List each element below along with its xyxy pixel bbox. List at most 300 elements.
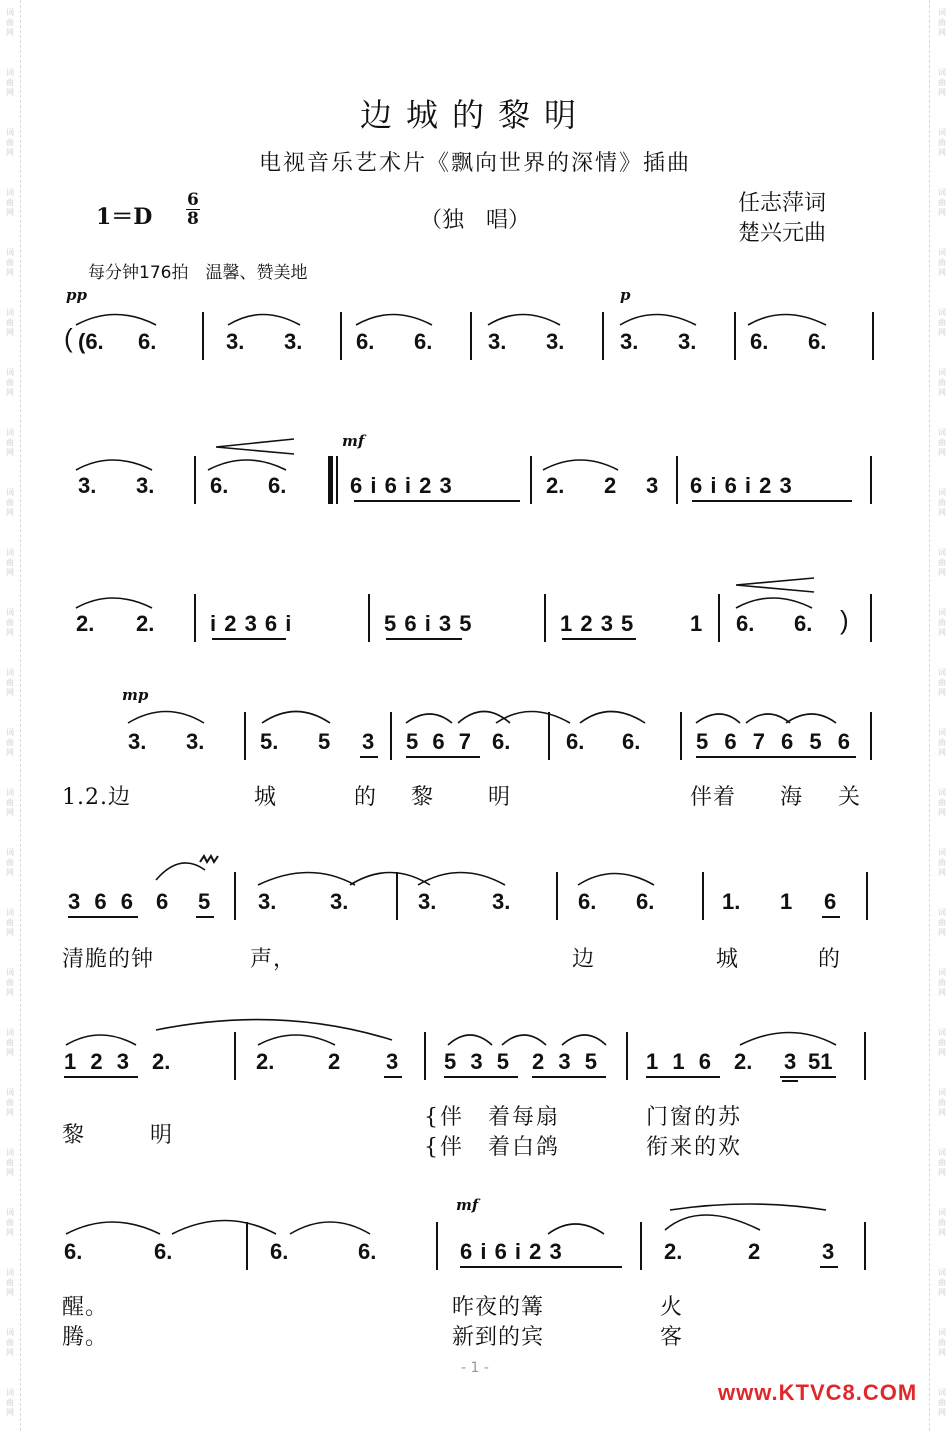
note: 3. [492, 889, 511, 914]
watermark-char: 网 [938, 388, 946, 397]
watermark-char: 网 [938, 628, 946, 637]
watermark-char: 曲 [6, 798, 14, 807]
composer-credit: 楚兴元曲 [738, 221, 827, 246]
note: 6. [64, 1239, 83, 1264]
barline [864, 1222, 866, 1270]
note: 6. [356, 329, 375, 354]
watermark-stamp [935, 1148, 949, 1178]
watermark-stamp [3, 668, 17, 698]
note: 6. [750, 329, 769, 354]
watermark-char: 网 [6, 28, 14, 37]
watermark-char: 曲 [938, 1278, 946, 1287]
watermark-char: 曲 [938, 978, 946, 987]
lyric: {伴 着每扇 [424, 1105, 560, 1130]
watermark-char: 词 [6, 188, 14, 197]
time-signature-bottom: 8 [187, 209, 199, 229]
barline [368, 594, 370, 642]
beam [782, 1080, 798, 1082]
watermark-char: 网 [6, 1048, 14, 1057]
watermark-char: 词 [938, 488, 946, 497]
watermark-char: 网 [6, 1108, 14, 1117]
lyricist-credit: 任志萍词 [738, 191, 827, 216]
watermark-char: 网 [938, 328, 946, 337]
note-group: 5 3 5 [444, 1049, 513, 1074]
watermark-stamp [3, 1328, 17, 1358]
note-group: 1 1 6 [646, 1049, 715, 1074]
note: 1 [780, 889, 793, 914]
repeat-barline [328, 456, 333, 504]
beam [444, 1076, 518, 1078]
watermark-char: 网 [6, 148, 14, 157]
beam [822, 916, 840, 918]
note: 3. [620, 329, 639, 354]
watermark-char: 曲 [6, 318, 14, 327]
lyric: 边 [572, 947, 596, 972]
watermark-char: 词 [6, 488, 14, 497]
barline [870, 712, 872, 760]
dynamic-pp: pp [66, 286, 87, 304]
note-group: 5 6 7 [406, 729, 475, 754]
watermark-stamp [935, 548, 949, 578]
watermark-char: 网 [6, 508, 14, 517]
song-subtitle: 电视音乐艺术片《飘向世界的深情》插曲 [258, 151, 691, 176]
watermark-stamp [935, 1028, 949, 1058]
watermark-char: 曲 [938, 498, 946, 507]
lyric: 腾。 [62, 1325, 109, 1350]
watermark-stamp [935, 308, 949, 338]
barline [234, 872, 236, 920]
watermark-stamp [935, 248, 949, 278]
watermark-char: 词 [938, 548, 946, 557]
barline [870, 594, 872, 642]
lyric: 伴着 [690, 785, 737, 810]
watermark-char: 词 [6, 428, 14, 437]
barline [734, 312, 736, 360]
note: 3. [186, 729, 205, 754]
barline [676, 456, 678, 504]
watermark-char: 网 [6, 1288, 14, 1297]
repeat-open-paren: ( [64, 323, 73, 353]
watermark-char: 词 [6, 1088, 14, 1097]
barline [436, 1222, 438, 1270]
watermark-char: 曲 [6, 1038, 14, 1047]
watermark-char: 曲 [6, 78, 14, 87]
beam [646, 1076, 720, 1078]
note: 6. [270, 1239, 289, 1264]
watermark-char: 曲 [938, 558, 946, 567]
watermark-stamp [3, 1148, 17, 1178]
beam [820, 1266, 838, 1268]
barline [424, 1032, 426, 1080]
note-group: 6 i 6 i 2 3 [350, 473, 453, 498]
lyric: 关 [838, 785, 862, 810]
note: 2 [604, 473, 617, 498]
watermark-char: 网 [6, 1348, 14, 1357]
beam [460, 1266, 622, 1268]
watermark-stamp [935, 788, 949, 818]
note: 2. [734, 1049, 753, 1074]
note: 6. [414, 329, 433, 354]
key-signature: 1＝D [96, 204, 153, 230]
watermark-char: 曲 [6, 378, 14, 387]
barline [194, 594, 196, 642]
beam [696, 756, 856, 758]
watermark-stamp [935, 8, 949, 38]
watermark-char: 词 [938, 1328, 946, 1337]
watermark-char: 网 [938, 988, 946, 997]
lyric: 城 [254, 785, 278, 810]
watermark-stamp [935, 188, 949, 218]
watermark-char: 词 [6, 1268, 14, 1277]
watermark-char: 网 [6, 928, 14, 937]
tempo-marking: 每分钟176拍 温馨、赞美地 [88, 263, 308, 283]
note: 6. [154, 1239, 173, 1264]
watermark-char: 网 [6, 568, 14, 577]
dynamic-p: p [620, 286, 631, 304]
barline [718, 594, 720, 642]
page-number: - 1 - [461, 1360, 489, 1376]
watermark-char: 词 [938, 428, 946, 437]
watermark-char: 词 [938, 1388, 946, 1397]
watermark-char: 词 [6, 8, 14, 17]
barline [640, 1222, 642, 1270]
watermark-char: 网 [938, 1048, 946, 1057]
note: 3 [646, 473, 659, 498]
time-signature-top: 6 [187, 190, 199, 210]
watermark-char: 词 [6, 608, 14, 617]
barline [244, 712, 246, 760]
barline [530, 456, 532, 504]
watermark-stamp [3, 848, 17, 878]
watermark-char: 网 [938, 88, 946, 97]
watermark-char: 词 [6, 128, 14, 137]
beam [562, 638, 636, 640]
watermark-stamp [935, 428, 949, 458]
watermark-char: 网 [938, 808, 946, 817]
barline [548, 712, 550, 760]
note: 1 [690, 611, 703, 636]
watermark-char: 曲 [938, 1038, 946, 1047]
watermark-char: 曲 [6, 1218, 14, 1227]
watermark-char: 词 [938, 1088, 946, 1097]
note: 5 [318, 729, 331, 754]
beam [384, 1076, 402, 1078]
barline [602, 312, 604, 360]
watermark-stamp [3, 908, 17, 938]
beam [386, 638, 462, 640]
watermark-char: 网 [6, 1408, 14, 1417]
note: 6. [492, 729, 511, 754]
watermark-char: 词 [938, 128, 946, 137]
barline [702, 872, 704, 920]
watermark-char: 网 [6, 748, 14, 757]
dynamic-mf: mf [456, 1196, 479, 1214]
lyric: 昨夜的篝 [452, 1295, 545, 1320]
note: 51 [808, 1049, 833, 1074]
watermark-stamp [3, 1028, 17, 1058]
watermark-stamp [3, 1088, 17, 1118]
watermark-char: 曲 [938, 858, 946, 867]
watermark-char: 曲 [938, 378, 946, 387]
watermark-stamp [3, 488, 17, 518]
barline [864, 1032, 866, 1080]
note: 3 [784, 1049, 797, 1074]
beam [354, 500, 520, 502]
note: 2 [748, 1239, 761, 1264]
barline [202, 312, 204, 360]
note: 6. [794, 611, 813, 636]
watermark-char: 曲 [938, 258, 946, 267]
barline [390, 712, 392, 760]
watermark-char: 曲 [6, 1278, 14, 1287]
watermark-char: 曲 [6, 498, 14, 507]
note: 3. [226, 329, 245, 354]
lyric: 清脆的钟 [62, 947, 155, 972]
watermark-char: 网 [938, 748, 946, 757]
note: 6 [156, 889, 169, 914]
beam [196, 916, 214, 918]
watermark-stamp [3, 1268, 17, 1298]
note: 6. [358, 1239, 377, 1264]
lyric: 城 [716, 947, 740, 972]
note: 3. [418, 889, 437, 914]
watermark-char: 曲 [938, 318, 946, 327]
watermark-char: 曲 [938, 78, 946, 87]
watermark-char: 曲 [938, 1098, 946, 1107]
note: 2. [136, 611, 155, 636]
lyric: 明 [150, 1123, 174, 1148]
note: 6. [636, 889, 655, 914]
lyric: 的 [818, 947, 842, 972]
watermark-char: 网 [6, 268, 14, 277]
watermark-char: 词 [938, 668, 946, 677]
watermark-char: 曲 [6, 618, 14, 627]
watermark-stamp [935, 488, 949, 518]
beam [780, 1076, 836, 1078]
watermark-stamp [935, 668, 949, 698]
lyric: 海 [780, 785, 804, 810]
watermark-stamp [935, 368, 949, 398]
barline [340, 312, 342, 360]
watermark-char: 曲 [938, 678, 946, 687]
note: 3. [546, 329, 565, 354]
watermark-stamp [935, 608, 949, 638]
watermark-char: 曲 [938, 138, 946, 147]
watermark-char: 网 [938, 448, 946, 457]
watermark-column-right [929, 0, 950, 1431]
watermark-char: 网 [938, 1228, 946, 1237]
beam [532, 1076, 606, 1078]
note: 6. [808, 329, 827, 354]
watermark-char: 词 [6, 68, 14, 77]
watermark-char: 词 [938, 1028, 946, 1037]
watermark-char: 词 [938, 608, 946, 617]
watermark-char: 曲 [938, 1218, 946, 1227]
watermark-char: 词 [938, 248, 946, 257]
note: 2. [664, 1239, 683, 1264]
watermark-char: 词 [938, 908, 946, 917]
note: 2. [256, 1049, 275, 1074]
watermark-char: 网 [6, 628, 14, 637]
watermark-char: 词 [6, 848, 14, 857]
watermark-char: 网 [938, 1108, 946, 1117]
watermark-char: 网 [6, 808, 14, 817]
note: 2. [546, 473, 565, 498]
lyric: 声， [250, 947, 297, 972]
note: 3. [284, 329, 303, 354]
watermark-char: 曲 [938, 1158, 946, 1167]
watermark-char: 词 [6, 1148, 14, 1157]
watermark-char: 曲 [938, 438, 946, 447]
barline [680, 712, 682, 760]
watermark-stamp [3, 248, 17, 278]
watermark-column-left [0, 0, 21, 1431]
watermark-char: 曲 [6, 1398, 14, 1407]
note: 3. [678, 329, 697, 354]
watermark-char: 词 [938, 1268, 946, 1277]
watermark-char: 词 [6, 788, 14, 797]
note: 3. [258, 889, 277, 914]
note: 5 [198, 889, 211, 914]
watermark-char: 曲 [938, 618, 946, 627]
watermark-stamp [935, 728, 949, 758]
beam [360, 756, 378, 758]
watermark-char: 词 [938, 308, 946, 317]
watermark-stamp [3, 1208, 17, 1238]
watermark-stamp [935, 1268, 949, 1298]
lyric: 门窗的苏 [646, 1105, 743, 1130]
watermark-char: 词 [6, 368, 14, 377]
note-group: 2 3 5 [532, 1049, 601, 1074]
watermark-char: 词 [938, 8, 946, 17]
lyric: 衔来的欢 [646, 1135, 743, 1160]
watermark-char: 词 [938, 188, 946, 197]
watermark-stamp [3, 8, 17, 38]
beam [692, 500, 852, 502]
watermark-stamp [3, 308, 17, 338]
watermark-char: 曲 [938, 1338, 946, 1347]
watermark-stamp [3, 1388, 17, 1418]
lyric: 火 [660, 1295, 684, 1320]
watermark-char: 网 [938, 1348, 946, 1357]
watermark-char: 词 [6, 668, 14, 677]
watermark-char: 曲 [938, 798, 946, 807]
note-group: 6 i 6 i 2 3 [690, 473, 793, 498]
watermark-char: 曲 [6, 858, 14, 867]
dynamic-mp: mp [122, 686, 149, 704]
watermark-char: 网 [938, 688, 946, 697]
lyric: 醒。 [62, 1295, 109, 1320]
watermark-char: 曲 [6, 678, 14, 687]
watermark-char: 词 [6, 248, 14, 257]
note: 6. [622, 729, 641, 754]
barline [544, 594, 546, 642]
watermark-char: 网 [938, 508, 946, 517]
watermark-char: 曲 [6, 1338, 14, 1347]
watermark-char: 网 [938, 1168, 946, 1177]
watermark-char: 曲 [938, 18, 946, 27]
note: 1. [722, 889, 741, 914]
watermark-char: 词 [938, 728, 946, 737]
watermark-char: 词 [6, 1328, 14, 1337]
note-group: 1 2 3 5 [560, 611, 635, 636]
watermark-char: 网 [6, 88, 14, 97]
lyric: {伴 着白鸽 [424, 1135, 560, 1160]
note-group: 5 6 7 6 5 6 [696, 729, 855, 754]
watermark-char: 词 [6, 1208, 14, 1217]
watermark-char: 曲 [6, 1158, 14, 1167]
watermark-char: 曲 [6, 138, 14, 147]
note-group: 1 2 3 [64, 1049, 133, 1074]
watermark-char: 网 [6, 328, 14, 337]
watermark-char: 词 [938, 1208, 946, 1217]
note: (6. [78, 329, 104, 354]
watermark-stamp [3, 968, 17, 998]
watermark-char: 曲 [6, 438, 14, 447]
watermark-char: 网 [938, 208, 946, 217]
watermark-char: 词 [6, 968, 14, 977]
note: 2 [328, 1049, 341, 1074]
song-title: 边城的黎明 [359, 96, 590, 134]
lyric: 1.2.边 [62, 785, 131, 810]
watermark-stamp [3, 608, 17, 638]
watermark-char: 词 [938, 968, 946, 977]
barline [866, 872, 868, 920]
note: 3 [362, 729, 375, 754]
note-group: 5 6 i 3 5 [384, 611, 473, 636]
watermark-stamp [935, 1208, 949, 1238]
watermark-char: 曲 [6, 558, 14, 567]
watermark-char: 曲 [938, 198, 946, 207]
note: 3. [488, 329, 507, 354]
note-group: i 2 3 6 i [210, 611, 293, 636]
watermark-char: 词 [6, 308, 14, 317]
note: 3. [330, 889, 349, 914]
repeat-close-paren: ) [840, 605, 849, 635]
watermark-stamp [3, 548, 17, 578]
site-watermark: www.KTVC8.COM [718, 1380, 918, 1405]
note: 2. [76, 611, 95, 636]
note-group: 3 6 6 [68, 889, 137, 914]
watermark-char: 网 [6, 988, 14, 997]
watermark-char: 网 [6, 208, 14, 217]
barline [470, 312, 472, 360]
watermark-char: 曲 [938, 1398, 946, 1407]
note: 6. [210, 473, 229, 498]
note: 6. [736, 611, 755, 636]
watermark-char: 网 [938, 148, 946, 157]
watermark-stamp [3, 728, 17, 758]
watermark-char: 网 [938, 568, 946, 577]
beam [68, 916, 138, 918]
watermark-char: 词 [6, 548, 14, 557]
watermark-char: 网 [6, 388, 14, 397]
note: 3. [136, 473, 155, 498]
watermark-char: 网 [6, 448, 14, 457]
barline [396, 872, 398, 920]
watermark-stamp [3, 368, 17, 398]
watermark-char: 词 [938, 368, 946, 377]
watermark-char: 网 [938, 1288, 946, 1297]
barline [870, 456, 872, 504]
repeat-barline [336, 456, 338, 504]
watermark-char: 网 [938, 928, 946, 937]
watermark-char: 词 [938, 1148, 946, 1157]
watermark-char: 曲 [6, 918, 14, 927]
watermark-char: 网 [6, 1168, 14, 1177]
lyric: 新到的宾 [452, 1325, 545, 1350]
barline [626, 1032, 628, 1080]
